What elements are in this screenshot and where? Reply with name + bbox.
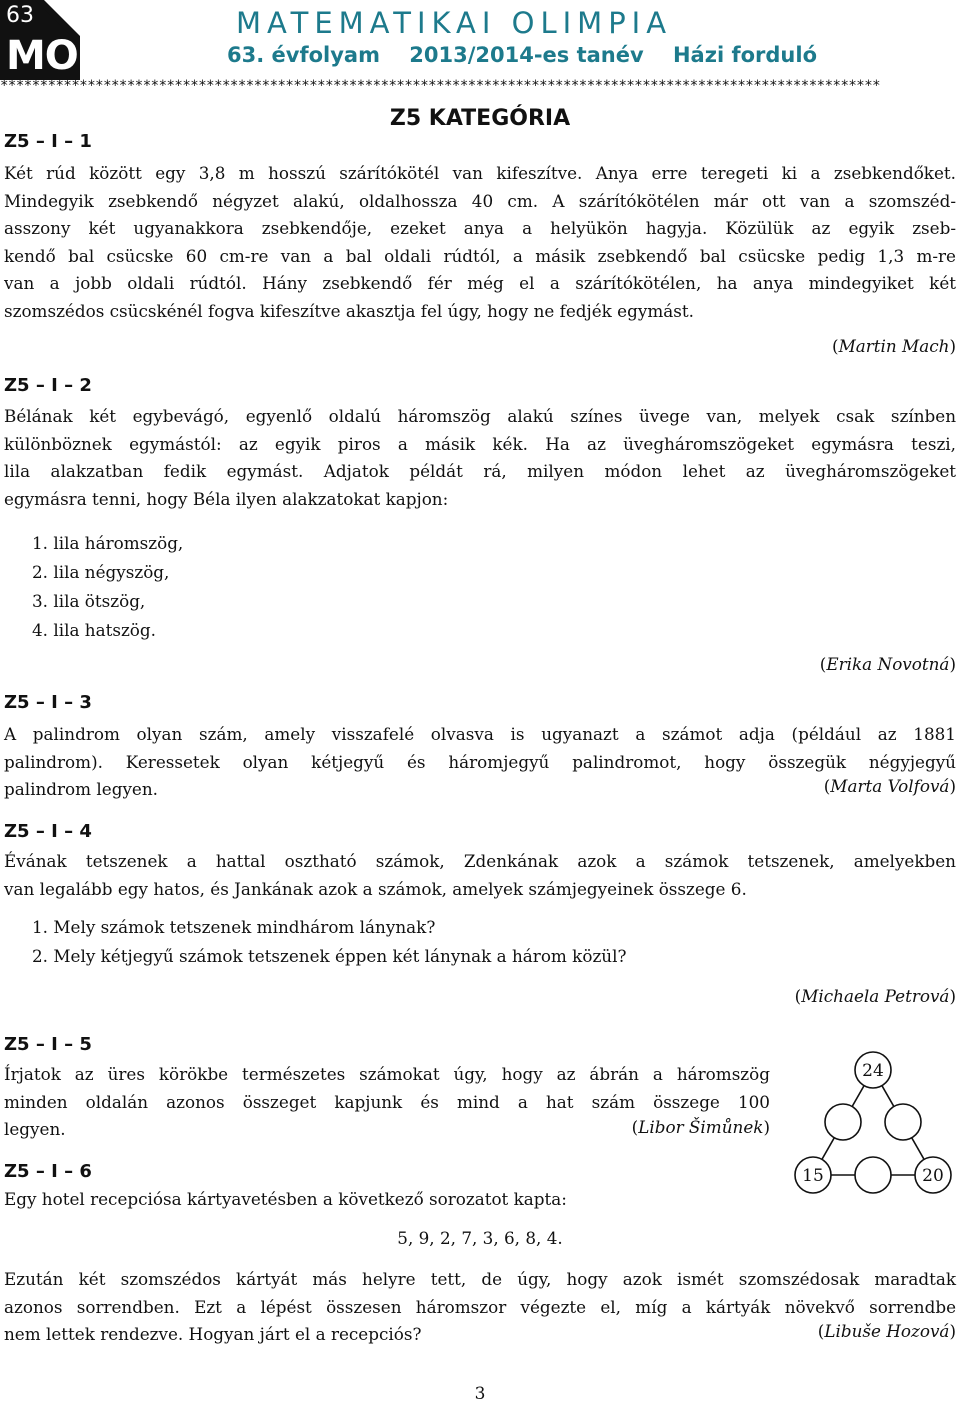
text-line: palindrom). Keressetek olyan kétjegyű és háromjegyű palindromot, hogy összegük négyjegyű	[4, 751, 956, 772]
problem-4-list	[32, 913, 626, 971]
text-line: A palindrom olyan szám, amely visszafelé olvasva is ugyanazt a számot adja (például az 1881	[4, 724, 956, 744]
problem-4-text	[4, 848, 956, 903]
text-line: Két rúd között egy 3,8 m hosszú szárítókötél van kifeszítve. Anya erre teregeti ki a zsebkendőket.	[4, 163, 956, 183]
problem-4-title: Z5 – I – 4	[4, 821, 92, 842]
problem-1-text	[4, 160, 956, 325]
problem-3-title: Z5 – I – 3	[4, 692, 92, 713]
text-line: Egy hotel recepciósa kártyavetésben a következő sorozatot kapta:	[4, 1189, 567, 1209]
header-volume: 63. évfolyam	[227, 43, 380, 67]
list-item: 2. Mely kétjegyű számok tetszenek éppen két lánynak a három közül?	[32, 946, 627, 966]
text-line: szomszédos csücskénél fogva kifeszítve akasztja fel úgy, hogy ne fedjék egymást.	[4, 300, 694, 321]
text-line: Bélának két egybevágó, egyenlő oldalú háromszög alakú színes üvege van, melyek csak színben	[4, 406, 956, 426]
list-item: 1. lila háromszög,	[32, 533, 184, 553]
text-line: Ezután két szomszédos kártyát más helyre tett, de úgy, hogy azok ismét szomszédosak maradtak	[4, 1269, 956, 1289]
problem-2-list	[32, 529, 183, 645]
text-line: azonos sorrendben. Ezt a lépést összesen háromszor végezte el, míg a kártyák növekvő sorrendbe	[4, 1296, 956, 1317]
text-line: kendő bal csücske 60 cm-re van a bal oldali rúdtól, a másik zsebkendő bal csücske pedig 1,3 m-re	[4, 245, 956, 266]
circle-top-value: 24	[862, 1061, 884, 1081]
list-item: 3. lila ötszög,	[32, 591, 146, 611]
problem-3-text	[4, 721, 956, 804]
problem-3-author: (Marta Volfová)	[823, 776, 956, 796]
problem-6-title: Z5 – I – 6	[4, 1161, 92, 1182]
text-line: Mindegyik zsebkendő négyzet alakú, oldalhossza 40 cm. A szárítókötélen már ott van a szomszéd-	[4, 190, 956, 211]
olympiad-logo	[0, 0, 80, 80]
problem-1-author: (Martin Mach)	[832, 336, 956, 356]
text-line: asszony két ugyanakkora zsebkendője, ezeket anya a helyükön hagyja. Közülük az egyik zseb-	[4, 218, 956, 238]
text-line: van legalább egy hatos, és Jankának azok a számok, amelyek számjegyeinek összege 6.	[4, 878, 747, 899]
circle-left-empty	[825, 1104, 861, 1140]
problem-4-author: (Michaela Petrová)	[794, 986, 956, 1006]
header-round: Házi forduló	[672, 43, 817, 67]
problem-1-title: Z5 – I – 1	[4, 131, 92, 152]
text-line: lila alakzatban fedik egymást. Adjatok példát rá, milyen módon lehet az üvegháromszögeket	[4, 461, 956, 481]
triangle-circles-diagram	[785, 1050, 960, 1205]
circle-bottom-right-value: 20	[922, 1166, 944, 1186]
list-item: 4. lila hatszög.	[32, 620, 156, 640]
circle-right-empty	[885, 1104, 921, 1140]
text-line: palindrom legyen.	[4, 779, 158, 799]
problem-5-author: (Libor Šimůnek)	[631, 1117, 770, 1137]
header-subtitle	[227, 43, 817, 67]
text-line: különböznek egymástól: az egyik piros a másik kék. Ha az üvegháromszögeket egymásra teszi,	[4, 433, 956, 454]
card-sequence: 5, 9, 2, 7, 3, 6, 8, 4.	[397, 1228, 563, 1248]
problem-2-text	[4, 403, 956, 513]
logo-letters: MO	[6, 33, 78, 79]
logo-number: 63	[6, 3, 34, 28]
text-line: Évának tetszenek a hattal osztható számok, Zdenkának azok a számok tetszenek, amelyekben	[4, 851, 956, 871]
problem-6-text	[4, 1186, 956, 1214]
list-item: 1. Mely számok tetszenek mindhárom lánynak?	[32, 917, 436, 937]
problem-5-title: Z5 – I – 5	[4, 1034, 92, 1055]
circle-bottom-left-value: 15	[802, 1166, 824, 1186]
page-number: 3	[474, 1384, 486, 1404]
header-title: MATEMATIKAI OLIMPIA	[236, 6, 673, 40]
text-line: Írjatok az üres körökbe természetes számokat úgy, hogy az ábrán a háromszög	[4, 1064, 770, 1084]
header-year: 2013/2014-es tanév	[409, 43, 644, 67]
problem-6-text-continued	[4, 1266, 956, 1349]
problem-2-title: Z5 – I – 2	[4, 375, 92, 396]
text-line: egymásra tenni, hogy Béla ilyen alakzatokat kapjon:	[4, 488, 449, 509]
text-line: minden oldalán azonos összeget kapjunk és mind a hat szám összege 100	[4, 1091, 770, 1112]
text-line: van a jobb oldali rúdtól. Hány zsebkendő fér még el a szárítókötélen, ha anya mindegyiket két	[4, 273, 956, 293]
list-item: 2. lila négyszög,	[32, 562, 170, 582]
star-separator: ***************************************************************************************************************	[0, 78, 881, 94]
text-line: nem lettek rendezve. Hogyan járt el a recepciós?	[4, 1324, 422, 1344]
problem-2-author: (Erika Novotná)	[819, 654, 956, 674]
problem-6-author: (Libuše Hozová)	[817, 1321, 956, 1341]
category-title: Z5 KATEGÓRIA	[389, 106, 571, 131]
text-line: legyen.	[4, 1119, 66, 1139]
